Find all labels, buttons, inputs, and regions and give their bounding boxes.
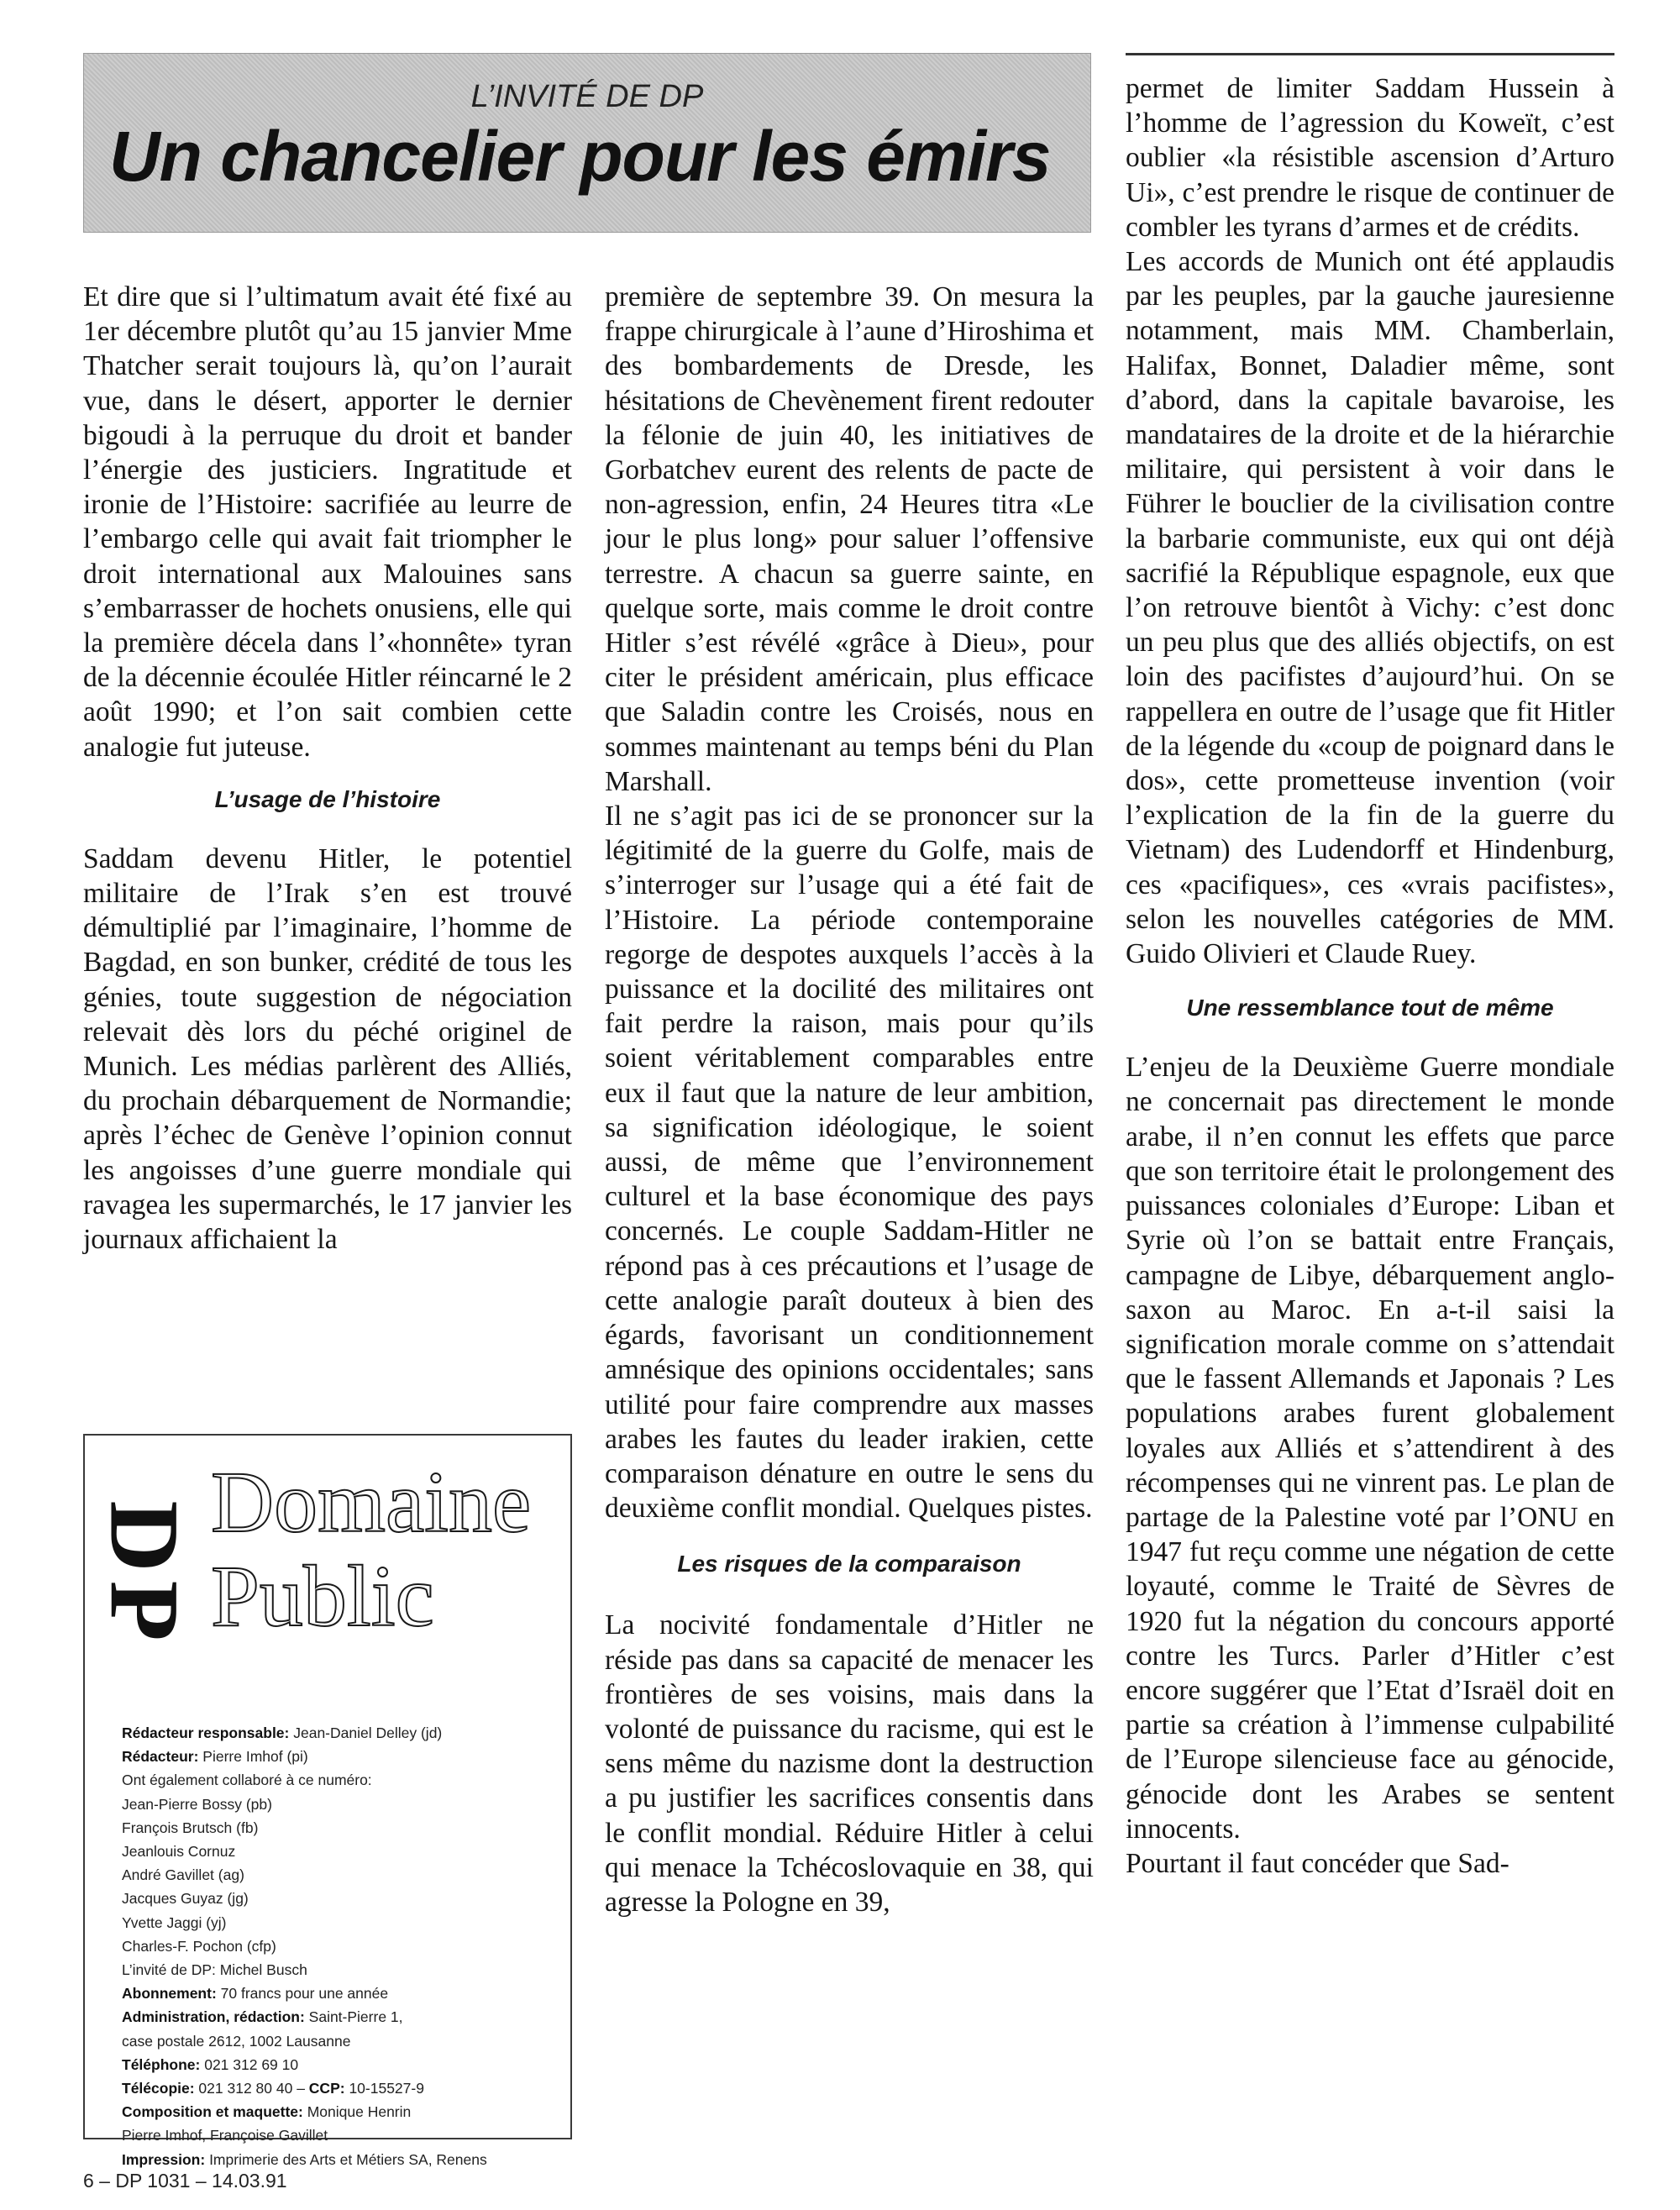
credit-value: Pierre Imhof, Françoise Gavillet [122, 2127, 328, 2144]
headline: Un chancelier pour les émirs [109, 117, 1051, 196]
credits-list [122, 1721, 559, 2171]
credit-line [122, 1793, 559, 1816]
paragraph: La nocivité fondamentale d’Hitler ne réside pas dans sa capacité de menacer les frontières de ses voisins, mais dans la volonté de puissance du racisme, qui est le sens même du nazisme dont la destruction a pu justifier les sacrifices consentis dans le conflit mondial. Réduire Hitler à celui qui menace la Tchécoslovaquie en 38, qui agresse la Pologne en 39, [605, 1609, 1094, 1918]
paragraph: Et dire que si l’ultimatum avait été fixé au 1er décembre plutôt qu’au 15 janvier Mme Thatcher serait toujours là, qu’on l’aurait vue, dans le désert, apporter le dernier bigoudi à la perruque du droit et bander l’énergie des justiciers. Ingratitude et ironie de l’Histoire: sacrifiée au leurre de l’embargo celle qui avait fait triompher le droit international aux Malouines sans s’embarrasser de hochets onusiens, elle qui la première décela dans l’«honnête» tyran de la décennie écoulée Hitler réincarné le 2 août 1990; et l’on sait combien cette analogie fut juteuse. [83, 281, 572, 763]
credit-value: Jean-Pierre Bossy (pb) [122, 1795, 272, 1813]
subheading: Une ressemblance tout de même [1186, 995, 1554, 1021]
credit-label: CCP: [308, 2080, 345, 2097]
article-column-3 [1126, 71, 1614, 1881]
credit-line [122, 2053, 559, 2076]
article-column-2 [605, 280, 1094, 1919]
credit-label: Rédacteur responsable: [122, 1724, 290, 1741]
paragraph: Pourtant il faut concéder que Sad- [1126, 1847, 1509, 1879]
page-folio: 6 – DP 1031 – 14.03.91 [83, 2170, 287, 2192]
credit-line [122, 1745, 559, 1768]
credit-line [122, 2076, 559, 2100]
credit-value: 70 francs pour une année [216, 1985, 389, 2003]
paragraph: première de septembre 39. On mesura la frappe chirurgicale à l’aune d’Hiroshima et des bombardements de Dresde, les hésitations de Chevènement firent redouter la félonie de juin 40, les initiatives de Gorbatchev eurent des relents de pacte de non-agression, enfin, 24 Heures titra «Le jour le plus long» pour saluer l’offensive terrestre. A chacun sa guerre sainte, en quelque sorte, mais comme le droit contre Hitler s’est révélé «grâce à Dieu», pour citer le président américain, plus efficace que Saladin contre les Croisés, nous en sommes maintenant au temps béni du Plan Marshall. [605, 281, 1094, 797]
credit-label: Rédacteur: [122, 1748, 199, 1766]
credit-value: 021 312 69 10 [200, 2055, 299, 2073]
credit-line [122, 2123, 559, 2147]
credit-label: Abonnement: [122, 1985, 217, 2003]
column-top-rule [1126, 53, 1614, 55]
credit-label: Télécopie: [122, 2080, 195, 2097]
credit-line [122, 1887, 559, 1910]
credit-line [122, 1958, 559, 1982]
credit-label: Téléphone: [122, 2055, 201, 2073]
credit-line [122, 2005, 559, 2029]
logo-title-line-1: Domaine [211, 1454, 532, 1551]
credit-value: Jean-Daniel Delley (jd) [289, 1724, 443, 1741]
credit-label: Administration, rédaction: [122, 2008, 305, 2026]
credit-line [122, 1816, 559, 1840]
credit-line [122, 1982, 559, 2005]
logo-letters: DP [90, 1500, 201, 1650]
credit-line [122, 1840, 559, 1863]
logo-title-line-2: Public [211, 1548, 434, 1645]
credit-line [122, 1911, 559, 1934]
credit-value: André Gavillet (ag) [122, 1866, 244, 1884]
credit-value: Pierre Imhof (pi) [198, 1748, 308, 1766]
headline-banner [83, 53, 1091, 233]
subheading: L’usage de l’histoire [214, 785, 441, 812]
paragraph: L’enjeu de la Deuxième Guerre mondiale ne concernait pas directement le monde arabe, il n’en connut les effets que parce que son territoire était le prolongement des puissances coloniales d’Europe: Liban et Syrie où l’on se battait entre Français, campagne de Libye, débarquement anglo-saxon au Maroc. En a-t-il saisi la signification morale comme on s’attendait que le fassent Allemands et Japonais ? Les populations arabes furent globalement loyales aux Alliés et s’attendirent à des récompenses qui ne vinrent pas. Le plan de partage de la Palestine voté par l’ONU en 1947 fut reçu comme une négation de cette loyauté, comme le Traité de Sèvres de 1920 fut la négation du concours apporté contre les Turcs. Parler d’Hitler c’est encore suggérer que l’Etat d’Israël doit en partie sa création à l’immense culpabilité de l’Europe silencieuse face au génocide, génocide dont les Arabes se sentent innocents. [1126, 1052, 1614, 1845]
credit-line [122, 1934, 559, 1958]
subheading: Les risques de la comparaison [677, 1551, 1021, 1577]
paragraph: Les accords de Munich ont été applaudis par les peuples, par la gauche jauresienne notamment, mais MM. Chamberlain, Halifax, Bonnet, Daladier même, sont d’abord, dans la capitale bavaroise, les mandataires de la droite et de la hiérarchie militaire, qui persistent à voir dans le Führer le bouclier de la civilisation contre la barbarie communiste, eux qui ont déjà sacrifié la République espagnole, eux que l’on retrouve bientôt à Vichy: c’est donc un peu plus que des alliés objectifs, on est loin des pacifistes d’aujourd’hui. On se rappellera en outre de l’usage que fit Hitler de la légende du «coup de poignard dans le dos», cette prometteuse invention (voir l’explication de la fin de la guerre du Vietnam) des Ludendorff et Hindenburg, ces «pacifiques», ces «vrais pacifistes», selon les nouvelles catégories de MM. Guido Olivieri et Claude Ruey. [1126, 246, 1614, 970]
kicker: L’INVITÉ DE DP [470, 79, 704, 114]
credit-value: François Brutsch (fb) [122, 1819, 259, 1836]
credit-value: Jacques Guyaz (jg) [122, 1890, 249, 1908]
masthead-box [83, 1434, 572, 2168]
credit-value: 021 312 80 40 – [194, 2080, 309, 2097]
credit-value: L’invité de DP: Michel Busch [122, 1961, 307, 1979]
logo-title [211, 1456, 531, 1644]
paragraph: permet de limiter Saddam Hussein à l’homme de l’agression du Koweït, c’est oublier «la résistible ascension d’Arturo Ui», c’est prendre le risque de continuer de combler les tyrans d’armes et de crédits. [1126, 73, 1614, 243]
credit-line [122, 2029, 559, 2053]
paragraph: Saddam devenu Hitler, le potentiel militaire de l’Irak s’en est trouvé démultiplié par l’imaginaire, l’homme de Bagdad, en son bunker, crédité de tous les génies, toute suggestion de négociation relevait dès lors du péché originel de Munich. Les médias parlèrent des Alliés, du prochain débarquement de Normandie; après l’échec de Genève l’opinion connut les angoisses d’une guerre mondiale qui ravagea les supermarchés, le 17 janvier les journaux affichaient la [83, 843, 572, 1256]
credit-label: Impression: [122, 2150, 206, 2168]
credit-value: Saint-Pierre 1, [304, 2008, 403, 2026]
credit-line [122, 1863, 559, 1887]
article-column-1 [83, 280, 572, 1257]
credit-line [122, 1768, 559, 1792]
credit-value: case postale 2612, 1002 Lausanne [122, 2032, 351, 2050]
credit-value: Yvette Jaggi (yj) [122, 1913, 227, 1931]
logo-mark [90, 1466, 201, 1684]
credit-value: 10-15527-9 [344, 2080, 424, 2097]
credit-label: Composition et maquette: [122, 2103, 303, 2121]
credit-value: Imprimerie des Arts et Métiers SA, Renens [205, 2150, 487, 2168]
credit-line [122, 1721, 559, 1745]
credit-value: Jeanlouis Cornuz [122, 1843, 236, 1861]
credit-line [122, 2148, 559, 2171]
credit-line [122, 2100, 559, 2123]
credit-value: Charles-F. Pochon (cfp) [122, 1937, 276, 1955]
credit-value: Ont également collaboré à ce numéro: [122, 1772, 372, 1789]
credit-value: Monique Henrin [302, 2103, 412, 2121]
paragraph: Il ne s’agit pas ici de se prononcer sur la légitimité de la guerre du Golfe, mais de s’interroger sur l’usage qui a été fait de l’Histoire. La période contemporaine regorge de despotes auxquels l’accès à la puissance et la docilité des militaires ont fait perdre la raison, mais pour qu’ils soient véritablement comparables entre eux il faut que la nature de leur ambition, sa signification idéologique, le soient aussi, de même que l’environnement culturel et la base économique des pays concernés. Le couple Saddam-Hitler ne répond pas à ces précautions et l’usage de cette analogie paraît douteux à bien des égards, favorisant un conditionnement amnésique des opinions occidentales; sans utilité pour faire comprendre aux masses arabes les fautes du leader irakien, cette comparaison dénature en outre le sens du deuxième conflit mondial. Quelques pistes. [605, 801, 1094, 1525]
